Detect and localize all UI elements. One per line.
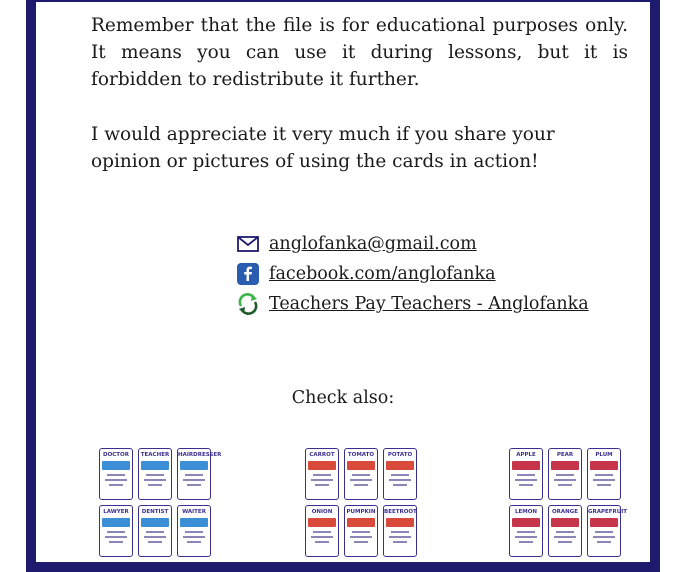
- preview-card-illustration: [102, 518, 130, 527]
- preview-card-title: CARROT: [309, 452, 335, 458]
- preview-card: [509, 505, 543, 557]
- preview-card: [305, 448, 339, 500]
- preview-card-illustration: [590, 518, 618, 527]
- preview-card-text-lines: [349, 531, 373, 546]
- preview-card-illustration: [141, 461, 169, 470]
- tpt-link[interactable]: Teachers Pay Teachers - Anglofanka: [269, 294, 589, 314]
- preview-card: [177, 448, 222, 500]
- preview-card-text-lines: [104, 474, 128, 489]
- preview-card-illustration: [386, 461, 414, 470]
- preview-card-text-lines: [592, 474, 616, 489]
- tpt-icon: [236, 292, 260, 316]
- preview-card: [138, 505, 172, 557]
- facebook-icon: [236, 262, 260, 286]
- preview-card-title: LAWYER: [103, 509, 129, 515]
- preview-card-title: HAIRDRESSER: [178, 452, 222, 458]
- facebook-link[interactable]: facebook.com/anglofanka: [269, 264, 496, 284]
- preview-card-text-lines: [182, 531, 206, 546]
- preview-card: [344, 505, 378, 557]
- preview-card-text-lines: [388, 474, 412, 489]
- preview-card-text-lines: [143, 474, 167, 489]
- preview-card-text-lines: [182, 474, 206, 489]
- preview-card-illustration: [141, 518, 169, 527]
- preview-card: [344, 448, 378, 500]
- preview-card: [383, 505, 417, 557]
- feedback-request-paragraph: I would appreciate it very much if you share your opinion or pictures of using the cards in action!: [91, 124, 555, 172]
- preview-card: [177, 505, 211, 557]
- preview-card: [99, 505, 133, 557]
- preview-card-title: APPLE: [516, 452, 536, 458]
- preview-card-title: TOMATO: [347, 452, 375, 458]
- preview-card-title: PLUM: [595, 452, 613, 458]
- preview-card-illustration: [308, 461, 336, 470]
- preview-card-text-lines: [349, 474, 373, 489]
- preview-card: [99, 448, 133, 500]
- preview-card-title: ORANGE: [551, 509, 579, 515]
- preview-card: [509, 448, 543, 500]
- preview-card-illustration: [386, 518, 414, 527]
- preview-card-title: GRAPEFRUIT: [588, 509, 628, 515]
- preview-card-title: WAITER: [182, 509, 206, 515]
- preview-card-illustration: [590, 461, 618, 470]
- preview-card-illustration: [551, 518, 579, 527]
- preview-card: [548, 505, 582, 557]
- preview-card-illustration: [347, 461, 375, 470]
- preview-card-text-lines: [104, 531, 128, 546]
- check-also-heading: Check also:: [291, 388, 395, 408]
- preview-card: [548, 448, 582, 500]
- preview-card-title: ONION: [311, 509, 333, 515]
- preview-card-illustration: [347, 518, 375, 527]
- preview-card-text-lines: [592, 531, 616, 546]
- preview-card-illustration: [512, 518, 540, 527]
- preview-card-illustration: [512, 461, 540, 470]
- preview-card-illustration: [102, 461, 130, 470]
- preview-card: [305, 505, 339, 557]
- preview-card: [383, 448, 417, 500]
- mail-icon: [236, 232, 260, 256]
- preview-card-text-lines: [553, 474, 577, 489]
- preview-card: [138, 448, 172, 500]
- email-link[interactable]: anglofanka@gmail.com: [269, 234, 477, 254]
- preview-card-title: DENTIST: [141, 509, 169, 515]
- preview-card-illustration: [180, 461, 208, 470]
- educational-notice-paragraph: Remember that the file is for educational purposes only. It means you can use it during lessons, but it is forbidden to redistribute it further.: [91, 15, 628, 90]
- contact-facebook: [236, 259, 589, 289]
- preview-card-title: BEETROOT: [384, 509, 417, 515]
- preview-card: [587, 505, 628, 557]
- preview-card-text-lines: [514, 474, 538, 489]
- preview-card-text-lines: [553, 531, 577, 546]
- preview-card-title: DOCTOR: [103, 452, 129, 458]
- preview-card-text-lines: [143, 531, 167, 546]
- preview-card-text-lines: [310, 531, 334, 546]
- preview-card-title: PEAR: [556, 452, 574, 458]
- contact-list: [236, 229, 589, 319]
- preview-card-text-lines: [514, 531, 538, 546]
- contact-tpt: [236, 289, 589, 319]
- page-border: [26, 0, 660, 572]
- preview-card: [587, 448, 621, 500]
- preview-card-title: TEACHER: [140, 452, 170, 458]
- preview-card-text-lines: [310, 474, 334, 489]
- preview-card-title: POTATO: [387, 452, 413, 458]
- preview-card-title: PUMPKIN: [346, 509, 376, 515]
- preview-card-title: LEMON: [514, 509, 537, 515]
- preview-card-illustration: [551, 461, 579, 470]
- preview-card-illustration: [308, 518, 336, 527]
- preview-card-text-lines: [388, 531, 412, 546]
- contact-email: [236, 229, 589, 259]
- preview-card-illustration: [180, 518, 208, 527]
